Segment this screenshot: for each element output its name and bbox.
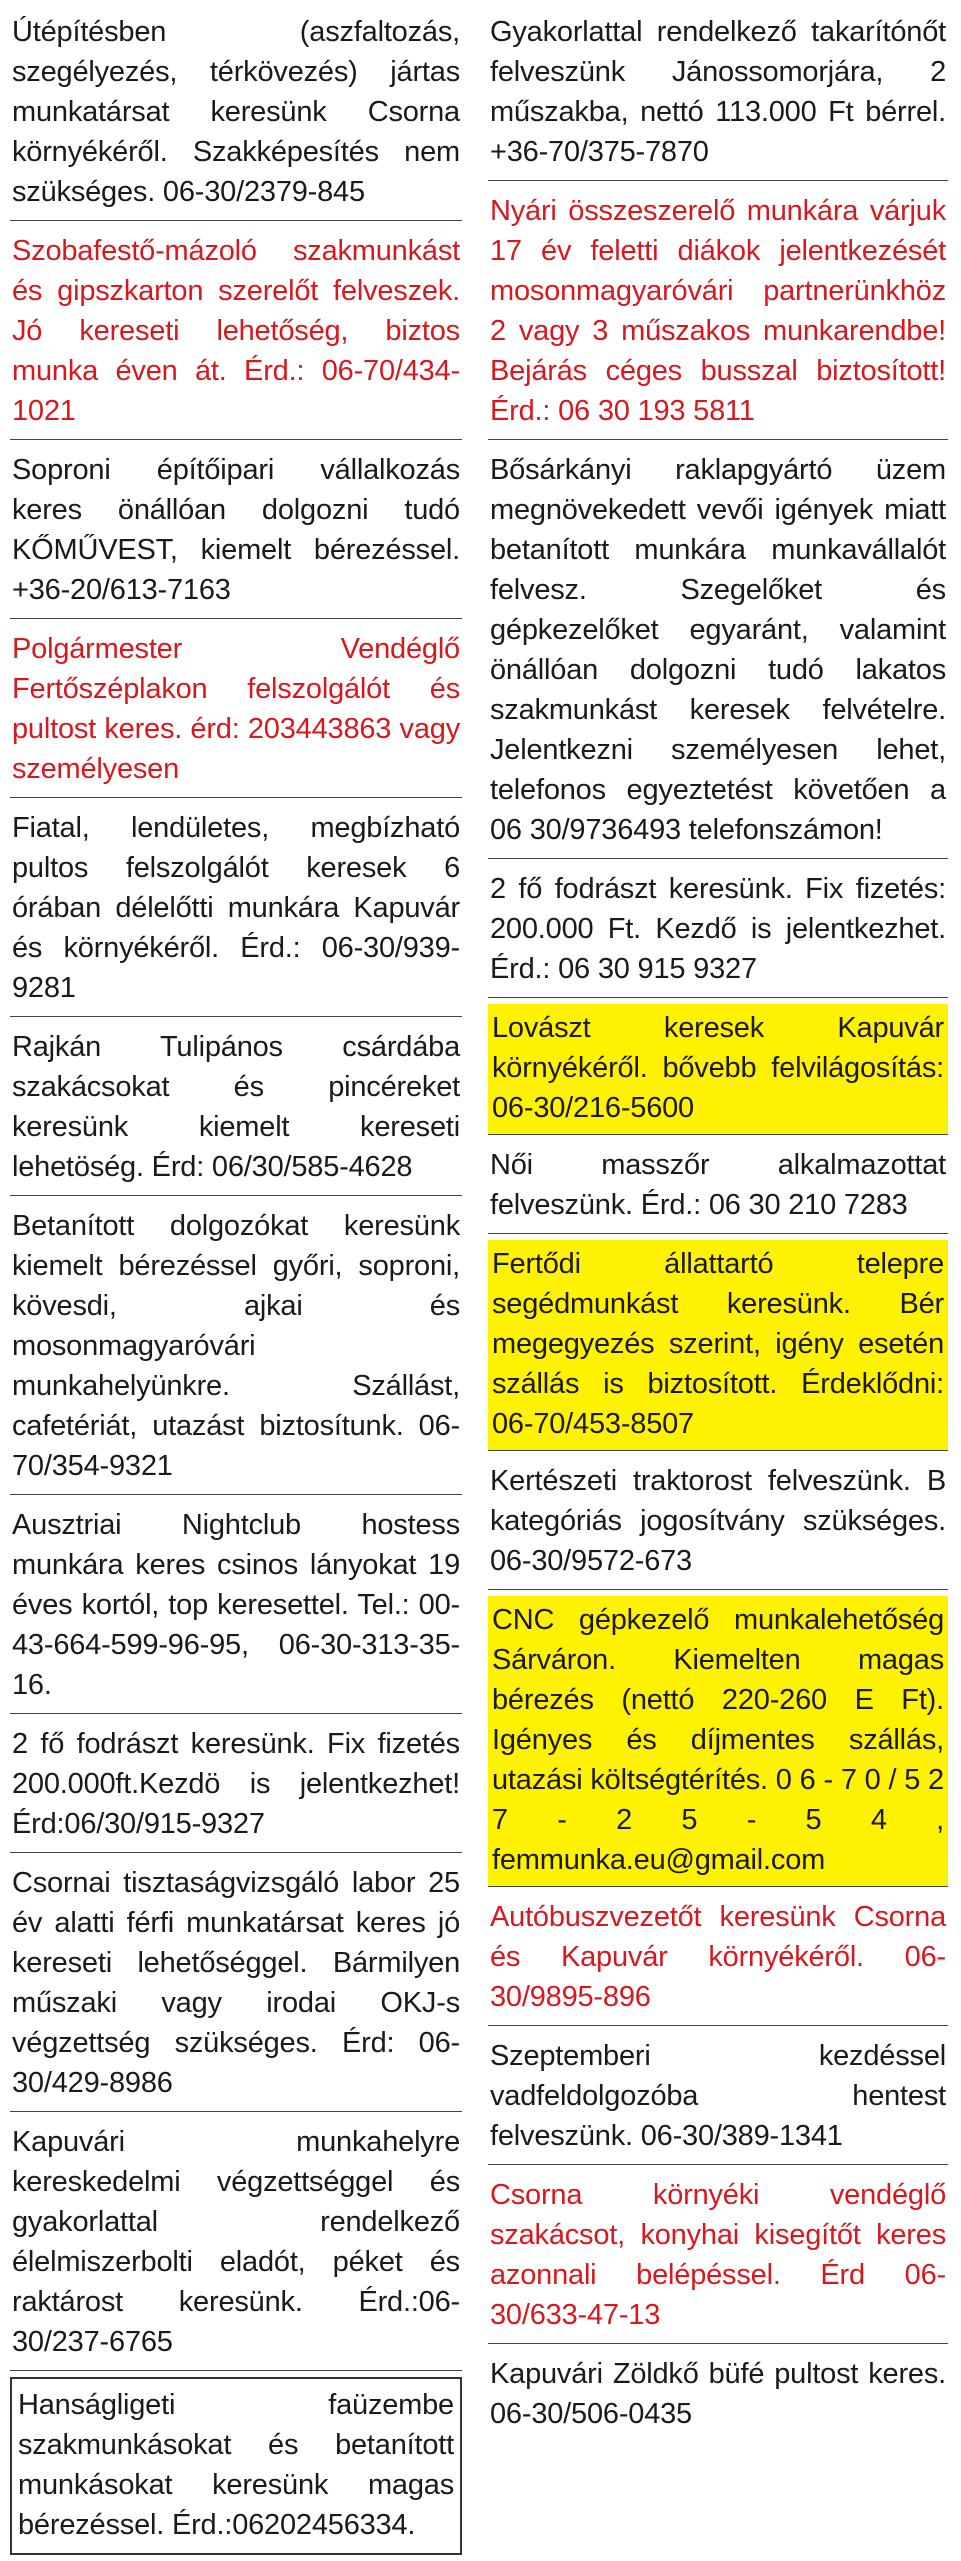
- classified-ad: Betanított dolgozókat keresünk kiemelt bérezéssel győri, soproni, kövesdi, ajkai és mosonmagyaróvári munkahelyünkre. Szállást, cafetériát, utazást biztosítunk. 06-70/354-9321: [10, 1202, 462, 1495]
- classified-ad: Gyakorlattal rendelkező takarítónőt felveszünk Jánossomorjára, 2 műszakba, nettó 113.000 Ft bérrel. +36-70/375-7870: [488, 8, 948, 181]
- classified-ad: Bősárkányi raklapgyártó üzem megnövekedett vevői igények miatt betanított munkára munkavállalót felvesz. Szegelőket és gépkezelőket egyaránt, valamint önállóan dolgozni tudó lakatos szakmunkást keresek felvételre. Jelentkezni személyesen lehet, telefonos egyeztetést követően a 06 30/9736493 telefonszámon!: [488, 446, 948, 859]
- classified-ad: Lovászt keresek Kapuvár környékéről. bővebb felvilágosítás: 06-30/216-5600: [488, 1004, 948, 1135]
- classified-ad: Női masszőr alkalmazottat felveszünk. Érd.: 06 30 210 7283: [488, 1141, 948, 1234]
- classified-ad: CNC gépkezelő munkalehetőség Sárváron. Kiemelten magas bérezés (nettó 220-260 E Ft). Igényes és díjmentes szállás, utazási költségtérítés. 0 6 - 7 0 / 5 2 7 - 2 5 - 5 4 , femmunka.eu@gmail.com: [488, 1596, 948, 1887]
- classified-ad: Rajkán Tulipános csárdába szakácsokat és pincéreket keresünk kiemelt kereseti lehetöség. Érd: 06/30/585-4628: [10, 1023, 462, 1196]
- classified-ad: Fertődi állattartó telepre segédmunkást keresünk. Bér megegyezés szerint, igény esetén szállás is biztosított. Érdeklődni: 06-70/453-8507: [488, 1240, 948, 1451]
- right-ad-column: [488, 8, 948, 2448]
- classified-ad: Fiatal, lendületes, megbízható pultos felszolgálót keresek 6 órában délelőtti munkára Kapuvár és környékéről. Érd.: 06-30/939-9281: [10, 804, 462, 1017]
- left-ad-column: [10, 8, 462, 2561]
- classified-ad: Szobafestő-mázoló szakmunkást és gipszkarton szerelőt felveszek. Jó kereseti lehetőség, biztos munka éven át. Érd.: 06-70/434-1021: [10, 227, 462, 440]
- classified-ad: Kertészeti traktorost felveszünk. B kategóriás jogosítvány szükséges. 06-30/9572-673: [488, 1457, 948, 1590]
- classified-ad: Csorna környéki vendéglő szakácsot, konyhai kisegítőt keres azonnali belépéssel. Érd 06-30/633-47-13: [488, 2171, 948, 2344]
- classified-ad: Csornai tisztaságvizsgáló labor 25 év alatti férfi munkatársat keres jó kereseti lehetőséggel. Bármilyen műszaki vagy irodai OKJ-s végzettség szükséges. Érd: 06-30/429-8986: [10, 1859, 462, 2112]
- classified-ad: 2 fő fodrászt keresünk. Fix fizetés 200.000ft.Kezdö is jelentkezhet! Érd:06/30/915-9327: [10, 1720, 462, 1853]
- classified-ad: Nyári összeszerelő munkára várjuk 17 év feletti diákok jelentkezését mosonmagyaróvári partnerünkhöz 2 vagy 3 műszakos munkarendbe! Bejárás céges busszal biztosított! Érd.: 06 30 193 5811: [488, 187, 948, 440]
- classified-ad: Kapuvári Zöldkő büfé pultost keres. 06-30/506-0435: [490, 2358, 946, 2430]
- classified-ad: Kapuvári munkahelyre kereskedelmi végzettséggel és gyakorlattal rendelkező élelmiszerbolti eladót, péket és raktárost keresünk. Érd.:06-30/237-6765: [10, 2118, 462, 2371]
- classified-ad: Autóbuszvezetőt keresünk Csorna és Kapuvár környékéről. 06-30/9895-896: [488, 1893, 948, 2026]
- classified-ad: Soproni építőipari vállalkozás keres önállóan dolgozni tudó KŐMŰVEST, kiemelt bérezéssel. +36-20/613-7163: [10, 446, 462, 619]
- classified-ad: 2 fő fodrászt keresünk. Fix fizetés: 200.000 Ft. Kezdő is jelentkezhet. Érd.: 06 30 915 9327: [488, 865, 948, 998]
- classified-ad: Hanságligeti faüzembe szakmunkásokat és betanított munkásokat keresünk magas bérezéssel. Érd.:06202456334.: [10, 2377, 462, 2555]
- classified-ad: Ausztriai Nightclub hostess munkára keres csinos lányokat 19 éves kortól, top keresettel. Tel.: 00-43-664-599-96-95, 06-30-313-35-16.: [10, 1501, 462, 1714]
- classified-ad: Útépítésben (aszfaltozás, szegélyezés, térkövezés) jártas munkatársat keresünk Csorna környékéről. Szakképesítés nem szükséges. 06-30/2379-845: [10, 8, 462, 221]
- classified-ad: Polgármester Vendéglő Fertőszéplakon felszolgálót és pultost keres. érd: 203443863 vagy személyesen: [10, 625, 462, 798]
- classified-ad: Szeptemberi kezdéssel vadfeldolgozóba hentest felveszünk. 06-30/389-1341: [488, 2032, 948, 2165]
